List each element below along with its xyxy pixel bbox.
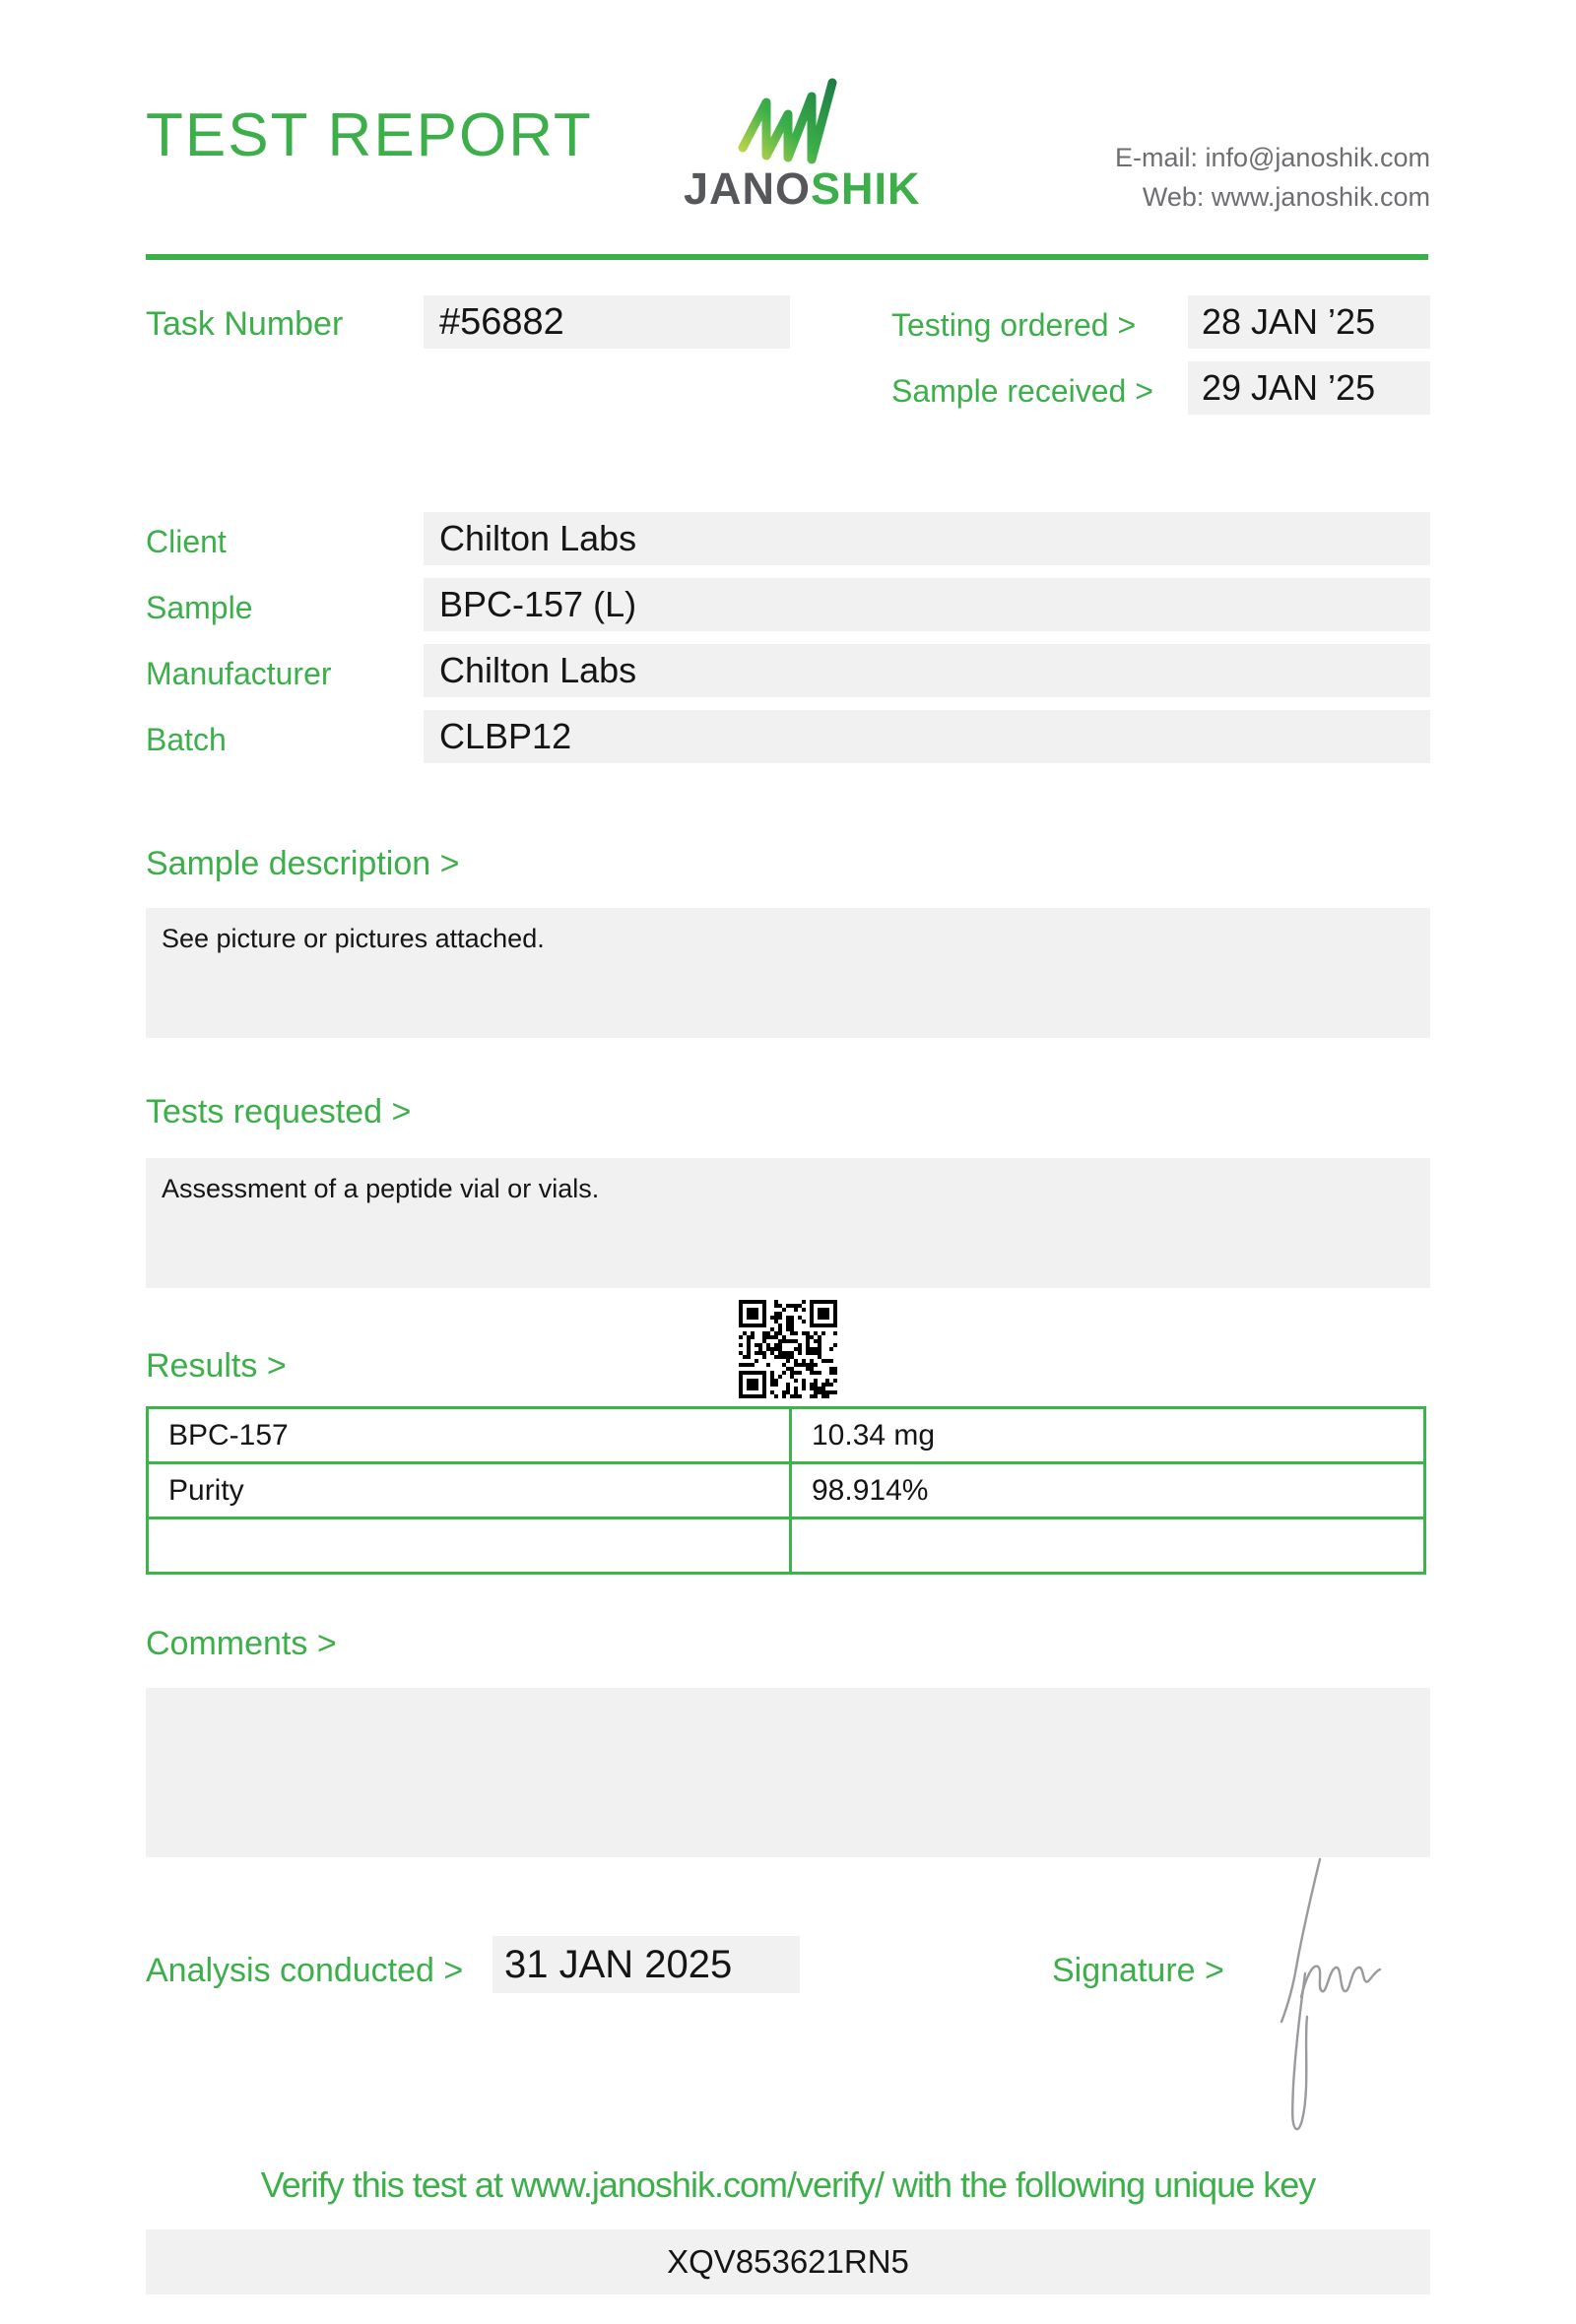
- batch-field: [424, 710, 1430, 763]
- sample-received-field: [1188, 361, 1430, 415]
- contact-block: [1115, 138, 1430, 217]
- testing-ordered-label: Testing ordered >: [891, 307, 1137, 343]
- sample-received-value: 29 JAN ’25: [1202, 367, 1376, 408]
- results-row: [148, 1518, 1425, 1574]
- header-divider: [146, 254, 1428, 260]
- results-heading: Results >: [146, 1347, 287, 1385]
- testing-ordered-value: 28 JAN ’25: [1202, 301, 1376, 342]
- client-label: Client: [146, 524, 227, 559]
- logo-wordmark: [684, 163, 921, 215]
- analysis-date-field: [492, 1936, 800, 1993]
- result-value-cell: 98.914%: [791, 1463, 1425, 1518]
- sample-label: Sample: [146, 590, 253, 625]
- comments-text: [146, 1688, 1430, 1704]
- manufacturer-value: Chilton Labs: [439, 650, 637, 690]
- sample-value: BPC-157 (L): [439, 584, 637, 624]
- sample-received-label: Sample received >: [891, 373, 1153, 409]
- signature-label: Signature >: [1052, 1952, 1224, 1989]
- client-field: [424, 512, 1430, 565]
- verify-key-field: [146, 2229, 1430, 2294]
- results-row: [148, 1408, 1425, 1463]
- tests-requested-box: [146, 1158, 1430, 1288]
- sample-description-text: See picture or pictures attached.: [162, 924, 545, 953]
- result-value-cell: [791, 1518, 1425, 1574]
- qr-code: [739, 1300, 837, 1403]
- sample-description-box: [146, 908, 1430, 1038]
- manufacturer-field: [424, 644, 1430, 697]
- result-name-cell: Purity: [148, 1463, 791, 1518]
- manufacturer-label: Manufacturer: [146, 656, 332, 691]
- task-number-field: [424, 295, 790, 349]
- logo-wordmark-primary: JANO: [684, 163, 812, 214]
- contact-email: E-mail: info@janoshik.com: [1114, 143, 1430, 172]
- comments-box: [146, 1688, 1430, 1857]
- client-value: Chilton Labs: [439, 518, 637, 558]
- results-table: [146, 1406, 1426, 1575]
- signature-scribble: [1261, 1838, 1478, 2167]
- trend-chart-logo-icon: [737, 75, 839, 170]
- result-name-cell: [148, 1518, 791, 1574]
- task-number-value: #56882: [439, 301, 564, 343]
- sample-field: [424, 578, 1430, 631]
- results-row: [148, 1463, 1425, 1518]
- result-name-cell: BPC-157: [148, 1408, 791, 1463]
- contact-web: Web: www.janoshik.com: [1142, 182, 1430, 212]
- testing-ordered-field: [1188, 295, 1430, 349]
- analysis-conducted-label: Analysis conducted >: [146, 1952, 464, 1989]
- verify-key-value: XQV853621RN5: [667, 2243, 909, 2280]
- comments-heading: Comments >: [146, 1625, 337, 1662]
- batch-value: CLBP12: [439, 716, 572, 756]
- verify-instruction: Verify this test at www.janoshik.com/verify/ with the following unique key: [260, 2164, 1316, 2205]
- sample-description-heading: Sample description >: [146, 845, 460, 882]
- batch-label: Batch: [146, 722, 227, 757]
- tests-requested-heading: Tests requested >: [146, 1093, 412, 1130]
- result-value-cell: 10.34 mg: [791, 1408, 1425, 1463]
- tests-requested-text: Assessment of a peptide vial or vials.: [162, 1174, 600, 1203]
- analysis-date-value: 31 JAN 2025: [504, 1943, 733, 1986]
- page-title: TEST REPORT: [146, 101, 593, 169]
- task-number-label: Task Number: [146, 305, 344, 343]
- logo-wordmark-secondary: SHIK: [811, 163, 921, 214]
